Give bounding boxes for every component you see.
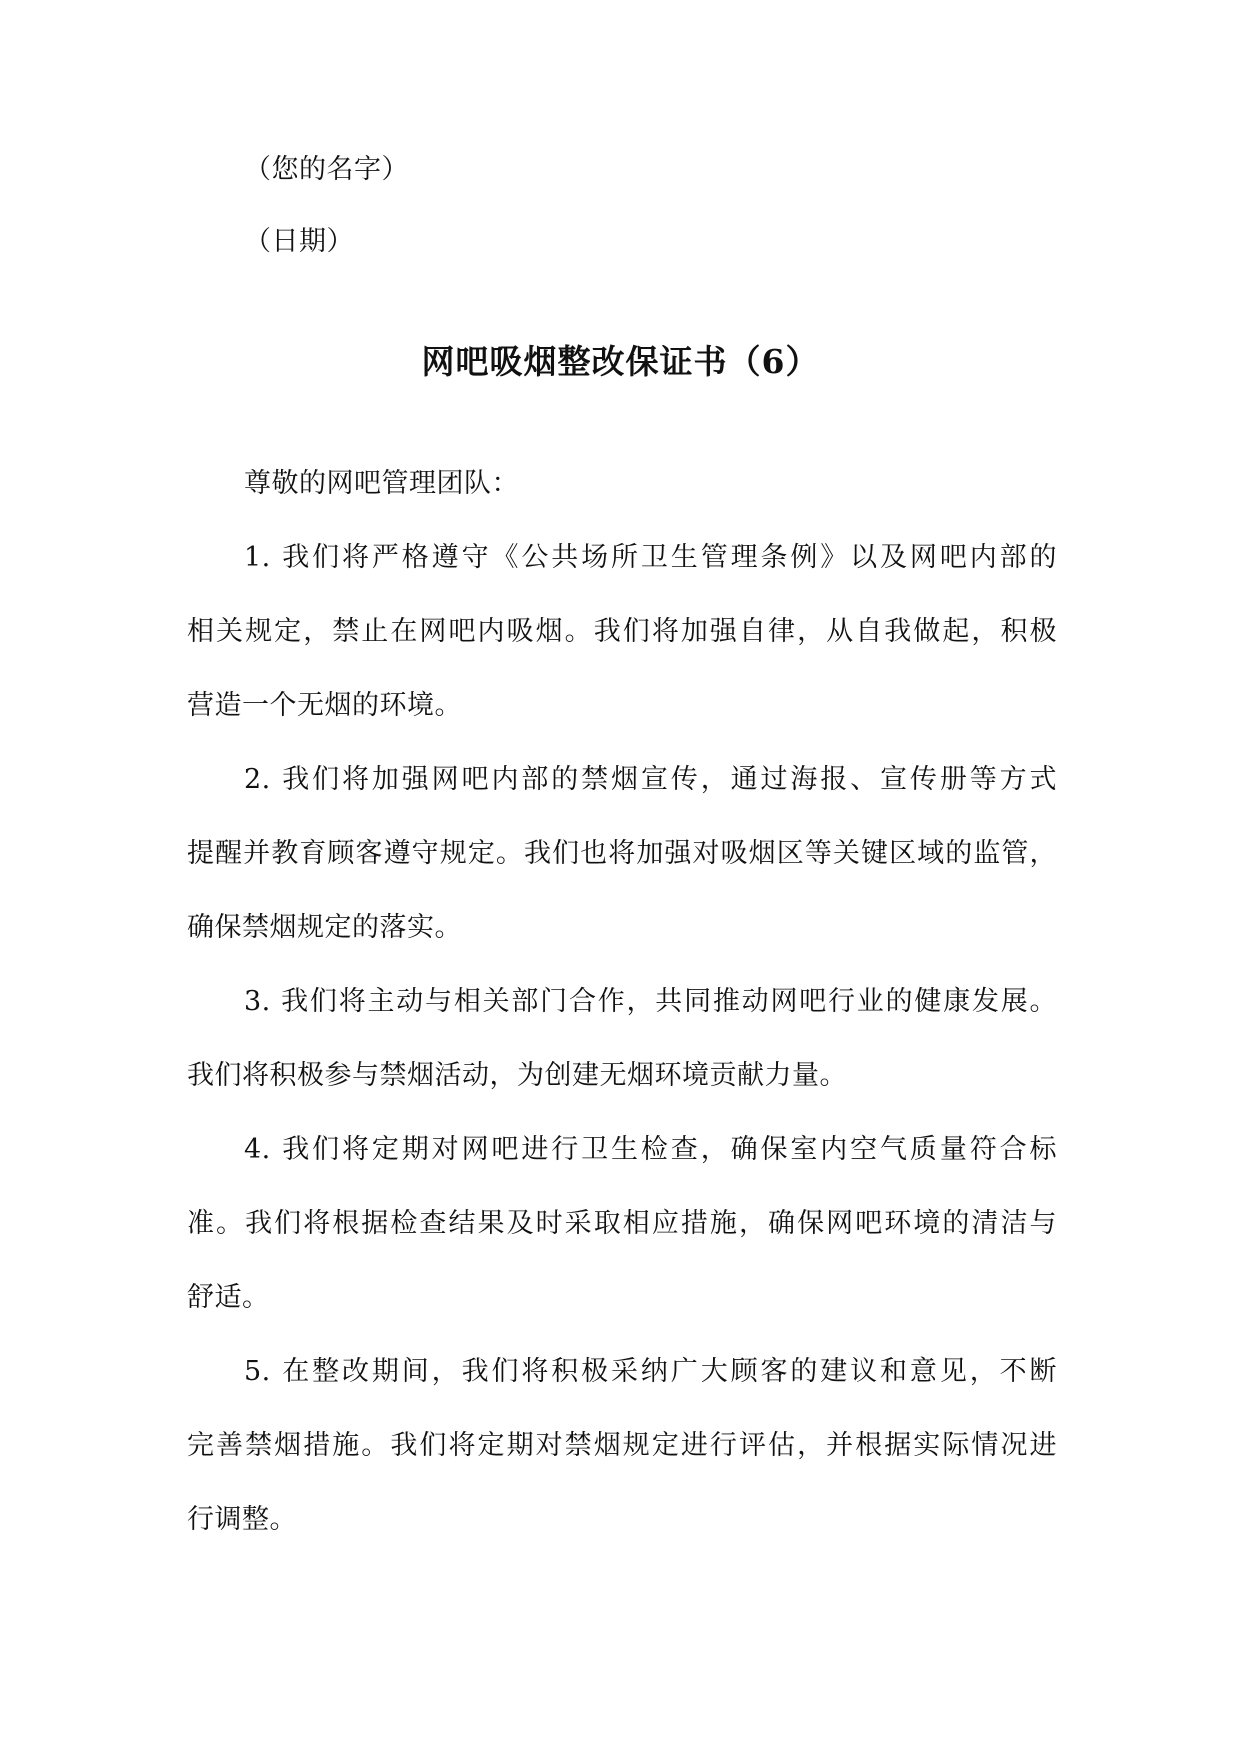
paragraph-2-line-2: 提醒并教育顾客遵守规定。我们也将加强对吸烟区等关键区域的监管， — [187, 838, 1057, 869]
salutation: 尊敬的网吧管理团队： — [244, 468, 519, 499]
paragraph-4-line-1: 4. 我们将定期对网吧进行卫生检查，确保室内空气质量符合标 — [244, 1134, 1057, 1165]
paragraph-3-line-1: 3. 我们将主动与相关部门合作，共同推动网吧行业的健康发展。 — [244, 986, 1057, 1017]
paragraph-4-line-2: 准。我们将根据检查结果及时采取相应措施，确保网吧环境的清洁与 — [187, 1208, 1057, 1239]
paragraph-3-line-2: 我们将积极参与禁烟活动，为创建无烟环境贡献力量。 — [187, 1060, 847, 1091]
paragraph-4-line-3: 舒适。 — [187, 1282, 270, 1313]
signature-name: （您的名字） — [244, 154, 409, 185]
document-title: 网吧吸烟整改保证书（6） — [421, 342, 820, 381]
paragraph-5-line-2: 完善禁烟措施。我们将定期对禁烟规定进行评估，并根据实际情况进 — [187, 1430, 1057, 1461]
paragraph-1-line-2: 相关规定，禁止在网吧内吸烟。我们将加强自律，从自我做起，积极 — [187, 616, 1057, 647]
paragraph-5-line-3: 行调整。 — [187, 1504, 297, 1535]
paragraph-2-line-1: 2. 我们将加强网吧内部的禁烟宣传，通过海报、宣传册等方式 — [244, 764, 1057, 795]
signature-date: （日期） — [244, 226, 354, 257]
paragraph-5-line-1: 5. 在整改期间，我们将积极采纳广大顾客的建议和意见，不断 — [244, 1356, 1057, 1387]
paragraph-1-line-3: 营造一个无烟的环境。 — [187, 690, 462, 721]
paragraph-1-line-1: 1. 我们将严格遵守《公共场所卫生管理条例》以及网吧内部的 — [244, 542, 1057, 573]
paragraph-2-line-3: 确保禁烟规定的落实。 — [187, 912, 462, 943]
